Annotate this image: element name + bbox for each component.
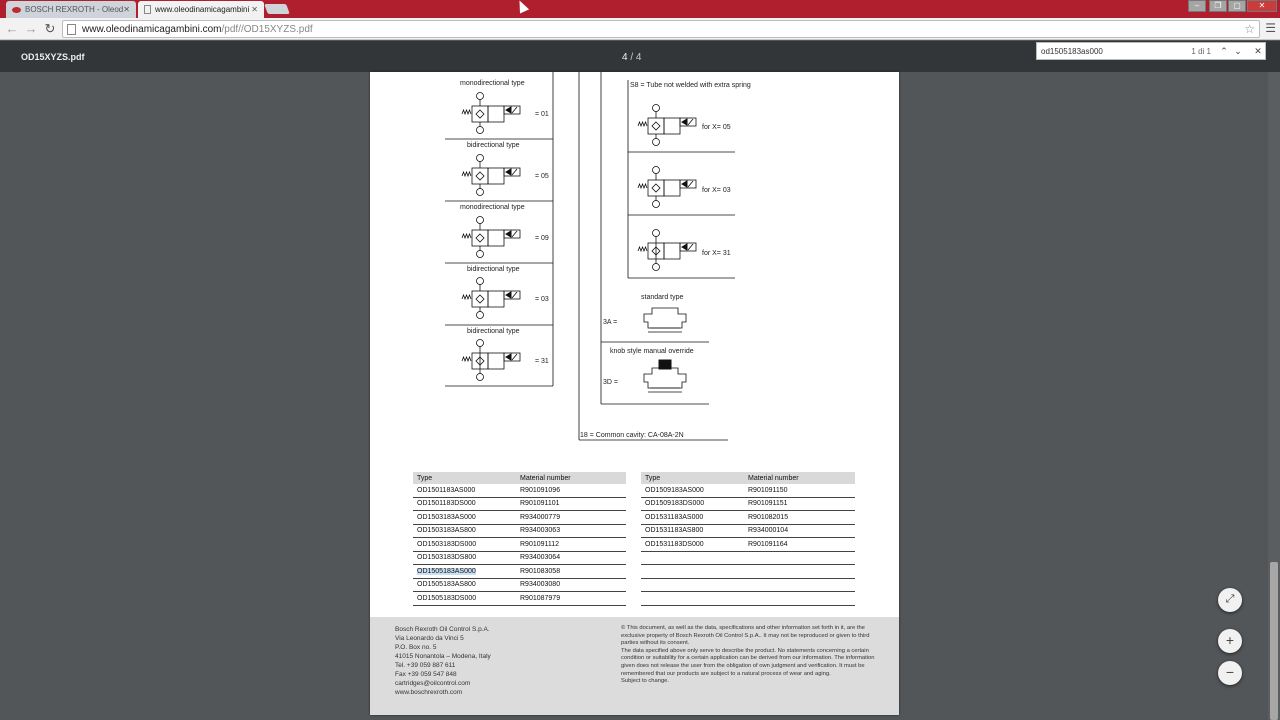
type-cell	[413, 595, 520, 602]
tab-bosch-rexroth[interactable]	[6, 1, 136, 18]
find-count: 1 di 1	[1191, 46, 1211, 56]
left-symbol-3-port-1-icon	[477, 251, 484, 258]
type-value: OD1505183AS800	[417, 581, 476, 589]
material-table-left	[413, 472, 626, 606]
chrome-menu-icon[interactable]: ☰	[1265, 21, 1276, 35]
find-close-icon[interactable]: ✕	[1254, 45, 1262, 56]
address-line: www.boschrexroth.com	[395, 689, 463, 696]
left-symbol-4-box	[472, 291, 488, 307]
type-cell	[413, 581, 520, 588]
type-value: OD1531183AS800	[645, 527, 704, 535]
page-total: / 4	[630, 52, 642, 63]
scrollbar-thumb[interactable]	[1270, 562, 1278, 720]
maximize-icon[interactable]: ▢	[1228, 0, 1246, 12]
type-value: OD1509183DS000	[645, 500, 705, 508]
table-row	[413, 498, 626, 512]
restore-icon[interactable]: ❐	[1209, 0, 1227, 12]
left-symbol-3-port-2-icon	[477, 217, 484, 224]
left-code-3: = 09	[535, 235, 549, 242]
material-cell: R901091096	[520, 486, 561, 494]
left-symbol-5-solenoid-line	[512, 354, 517, 360]
s8-symbol-2-port-1-icon	[653, 201, 660, 208]
minimize-icon[interactable]: –	[1188, 0, 1206, 12]
url-host: www.oleodinamicagambini.com	[82, 23, 222, 35]
left-symbol-3-box	[472, 230, 488, 246]
s8-symbol-3-solenoid-line	[688, 244, 693, 250]
left-symbol-2-box	[472, 168, 488, 184]
table-row	[413, 484, 626, 498]
type-cell	[641, 487, 748, 494]
close-tab-icon[interactable]: ✕	[123, 5, 130, 14]
left-symbol-3-spring-icon	[462, 234, 471, 238]
left-caption-2: bidirectional type	[467, 142, 520, 149]
table-row	[413, 592, 626, 606]
company-address	[395, 625, 491, 697]
left-symbol-4-solenoid-arrow	[506, 292, 511, 298]
tab-favicon-icon	[12, 7, 21, 13]
new-tab-button[interactable]	[264, 4, 290, 14]
left-symbol-5-spring-icon	[462, 357, 471, 361]
zoom-out-button[interactable]: −	[1218, 661, 1242, 685]
current-page[interactable]: 4	[622, 52, 628, 63]
left-symbol-4-check-icon	[476, 295, 484, 303]
type-value: OD1509183AS000	[645, 486, 704, 494]
address-line: 41015 Nonantola – Modena, Italy	[395, 653, 491, 660]
legal-notice	[621, 625, 876, 686]
type-value: OD1503183AS000	[417, 513, 476, 521]
type-cell	[641, 514, 748, 521]
legal-copyright: © This document, as well as the data, specifications and other information set forth in it, are the exclusive property of Bosch Rexroth Oil Control S.p.A.. It may not be reproduced or given to third parties without its consent.	[621, 625, 870, 647]
left-symbol-1-box	[472, 106, 488, 122]
left-symbol-4-spring-icon	[462, 295, 471, 299]
table-row	[641, 498, 855, 512]
left-symbol-3-solenoid-line	[512, 231, 517, 237]
left-symbol-2-solenoid-line	[512, 169, 517, 175]
left-code-5: = 31	[535, 358, 549, 365]
page-icon	[67, 24, 76, 35]
left-symbol-5-port-1-icon	[477, 374, 484, 381]
type-value: OD1501183AS000	[417, 486, 476, 494]
s8-symbol-1-spring-icon	[638, 122, 647, 126]
left-symbol-2-check-icon	[476, 172, 484, 180]
left-symbol-4-solenoid-line	[512, 292, 517, 298]
left-caption-1: monodirectional type	[460, 80, 525, 87]
left-symbol-2-port-2-icon	[477, 155, 484, 162]
address-bar[interactable]	[62, 20, 1260, 38]
tab-label: www.oleodinamicagambini	[155, 5, 250, 14]
browser-toolbar	[0, 18, 1280, 40]
left-symbol-4-box	[488, 291, 504, 307]
s8-symbol-2-solenoid-line	[688, 181, 693, 187]
table-row	[413, 511, 626, 525]
knob-cartridge-icon-knob-icon	[659, 360, 671, 369]
address-line: Fax +39 059 547 848	[395, 671, 457, 678]
address-line: Tel. +39 059 887 611	[395, 662, 456, 669]
type-cell	[641, 541, 748, 548]
left-symbol-1-box	[488, 106, 504, 122]
find-input[interactable]: od1505183as000	[1041, 46, 1103, 56]
type-value: OD1501183DS000	[417, 500, 476, 508]
pdf-toolbar	[0, 41, 1280, 72]
s8-symbol-3-solenoid-arrow	[682, 244, 687, 250]
address-line: Bosch Rexroth Oil Control S.p.A.	[395, 626, 490, 633]
close-window-icon[interactable]: ✕	[1247, 0, 1277, 12]
type-cell	[641, 527, 748, 534]
page-footer	[370, 617, 899, 715]
material-cell: R901091112	[520, 540, 560, 548]
type-value: OD1503183AS800	[417, 527, 476, 535]
find-previous-icon[interactable]: ⌃	[1220, 45, 1228, 56]
s8-code-3: for X= 31	[702, 250, 731, 257]
type-cell	[413, 554, 520, 561]
type-cell	[413, 568, 520, 575]
tab-label: BOSCH REXROTH - Oleod	[25, 5, 124, 14]
material-cell: R934000104	[748, 527, 789, 535]
table-row	[413, 565, 626, 579]
left-symbol-5-box	[488, 353, 504, 369]
header-material: Material number	[520, 474, 571, 482]
table-row	[641, 538, 855, 552]
material-cell: R934000779	[520, 513, 561, 521]
table-row	[413, 552, 626, 566]
type-cell	[413, 500, 520, 507]
find-bar	[1036, 42, 1266, 60]
s8-symbol-1-solenoid-arrow	[682, 119, 687, 125]
s8-symbol-2-box	[648, 180, 664, 196]
back-arrow-icon[interactable]: ←	[5, 21, 19, 36]
left-symbol-2-solenoid-arrow	[506, 169, 511, 175]
material-cell: R901091164	[748, 540, 788, 548]
table-row	[413, 579, 626, 593]
table-row	[641, 525, 855, 539]
s8-symbol-1-box	[664, 118, 680, 134]
pdf-page	[370, 72, 899, 715]
s8-symbol-2-check-icon	[652, 184, 660, 192]
s8-symbol-1-solenoid-line	[688, 119, 693, 125]
address-line: P.O. Box no. 5	[395, 644, 437, 651]
s8-symbol-2-solenoid-arrow	[682, 181, 687, 187]
table-row	[641, 552, 855, 566]
material-table-right	[641, 472, 855, 606]
s8-symbol-3-port-1-icon	[653, 264, 660, 271]
left-symbol-2-box	[488, 168, 504, 184]
material-cell: R901091151	[748, 500, 788, 508]
header-material: Material number	[748, 474, 799, 482]
s8-symbol-1-port-1-icon	[653, 139, 660, 146]
scrollbar[interactable]	[1268, 72, 1280, 720]
left-code-4: = 03	[535, 296, 549, 303]
knob-cartridge-icon	[644, 368, 686, 388]
table-header	[641, 472, 855, 484]
table-row	[641, 511, 855, 525]
page-icon	[144, 5, 151, 14]
address-line: cartridges@oilcontrol.com	[395, 680, 471, 687]
type-value: OD1505183AS000	[417, 567, 476, 575]
table-row	[413, 525, 626, 539]
left-caption-3: monodirectional type	[460, 204, 525, 211]
type-cell	[413, 527, 520, 534]
type-value: OD1531183AS000	[645, 513, 704, 521]
forward-arrow-icon[interactable]: →	[24, 21, 38, 36]
left-symbol-3-box	[488, 230, 504, 246]
left-symbol-1-port-1-icon	[477, 127, 484, 134]
left-symbol-1-check-icon	[476, 110, 484, 118]
type-value: OD1503183DS000	[417, 540, 477, 548]
table-row	[641, 579, 855, 593]
left-symbol-2-spring-icon	[462, 172, 471, 176]
s8-code-1: for X= 05	[702, 124, 731, 131]
table-row	[413, 538, 626, 552]
reload-icon[interactable]: ↻	[44, 21, 56, 36]
standard-cartridge-icon	[644, 308, 686, 328]
left-symbol-1-solenoid-arrow	[506, 107, 511, 113]
standard-type-label: standard type	[641, 294, 684, 301]
material-cell: R901091150	[748, 486, 788, 494]
material-cell: R901087979	[520, 594, 561, 602]
address-line: Via Leonardo da Vinci 5	[395, 635, 464, 642]
left-code-2: = 05	[535, 173, 549, 180]
code-3d: 3D =	[603, 379, 618, 386]
s8-title: S8 = Tube not welded with extra spring	[630, 82, 751, 89]
s8-symbol-1-check-icon	[652, 122, 660, 130]
type-value: OD1531183DS000	[645, 540, 704, 548]
knob-type-label: knob style manual override	[610, 348, 694, 355]
left-symbol-5-port-2-icon	[477, 340, 484, 347]
left-symbol-3-solenoid-arrow	[506, 231, 511, 237]
close-tab-icon[interactable]: ✕	[251, 5, 258, 14]
material-cell: R901091101	[520, 500, 560, 508]
s8-symbol-3-spring-icon	[638, 247, 647, 251]
left-symbol-2-port-1-icon	[477, 189, 484, 196]
left-symbol-1-solenoid-line	[512, 107, 517, 113]
tab-strip	[0, 0, 1280, 18]
left-symbol-5-solenoid-arrow	[506, 354, 511, 360]
left-symbol-1-spring-icon	[462, 110, 471, 114]
material-cell: R901083058	[520, 567, 561, 575]
left-symbol-1-port-2-icon	[477, 93, 484, 100]
page-indicator	[622, 52, 641, 63]
header-type: Type	[645, 474, 661, 482]
left-caption-5: bidirectional type	[467, 328, 520, 335]
material-cell: R934003064	[520, 554, 561, 562]
fit-page-button[interactable]: ⤢	[1218, 588, 1242, 612]
zoom-in-button[interactable]: +	[1218, 629, 1242, 653]
s8-symbol-3-box	[664, 243, 680, 259]
material-cell: R901082015	[748, 513, 789, 521]
find-next-icon[interactable]: ⌄	[1234, 45, 1242, 56]
s8-code-2: for X= 03	[702, 187, 731, 194]
header-type: Type	[417, 474, 433, 482]
left-symbol-4-port-2-icon	[477, 278, 484, 285]
pdf-title: OD15XYZS.pdf	[21, 52, 85, 62]
left-caption-4: bidirectional type	[467, 266, 520, 273]
legal-subject: Subject to change.	[621, 678, 670, 685]
table-header	[413, 472, 626, 484]
bookmark-star-icon[interactable]: ☆	[1244, 22, 1255, 36]
code-3a: 3A =	[603, 319, 618, 326]
s8-symbol-3-port-2-icon	[653, 230, 660, 237]
s8-symbol-1-port-2-icon	[653, 105, 660, 112]
type-value: OD1505183DS000	[417, 594, 477, 602]
type-value: OD1503183DS800	[417, 554, 477, 562]
table-row	[641, 592, 855, 606]
url-path: /pdf//OD15XYZS.pdf	[221, 23, 313, 35]
left-symbol-3-check-icon	[476, 234, 484, 242]
material-cell: R934003080	[520, 581, 561, 589]
table-row	[641, 565, 855, 579]
legal-disclaimer: The data specified above only serve to describe the product. No statements concerning a certain condition or suitability for a certain application can be derived from our information. The information given does not release the user from the obligation of own judgment and verification. It must be remembered that our products are subject to a natural process of wear and aging.	[621, 647, 875, 677]
valve-diagram	[370, 72, 899, 452]
s8-symbol-2-port-2-icon	[653, 167, 660, 174]
table-row	[641, 484, 855, 498]
type-cell	[413, 541, 520, 548]
left-code-1: = 01	[535, 111, 549, 118]
s8-symbol-1-box	[648, 118, 664, 134]
left-symbol-4-port-1-icon	[477, 312, 484, 319]
material-cell: R934003063	[520, 527, 561, 535]
type-cell	[413, 487, 520, 494]
type-cell	[641, 500, 748, 507]
cavity-label: 18 = Common cavity: CA-08A-2N	[580, 432, 684, 439]
s8-symbol-2-box	[664, 180, 680, 196]
tab-oleodinamica[interactable]	[138, 1, 264, 18]
s8-symbol-2-spring-icon	[638, 184, 647, 188]
type-cell	[413, 514, 520, 521]
